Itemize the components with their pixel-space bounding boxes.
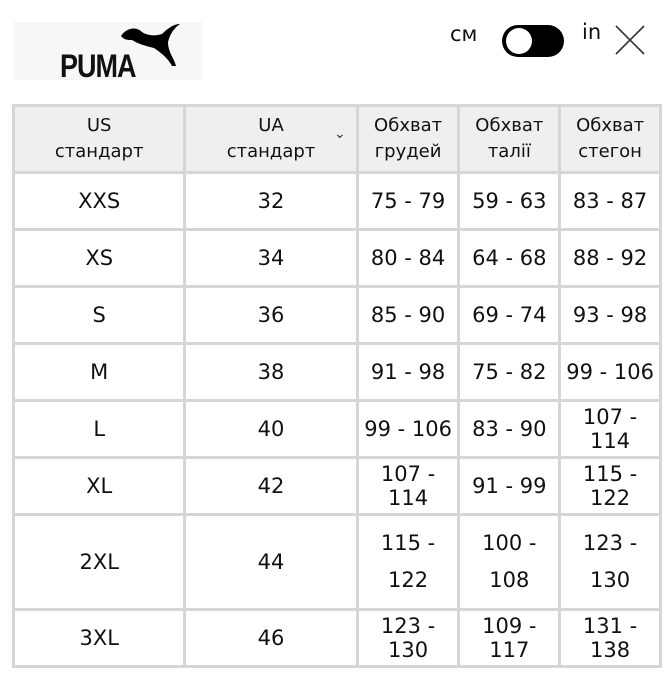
table-cell: 80 - 84 — [357, 230, 459, 287]
table-row — [14, 173, 661, 230]
table-cell: 40 — [185, 401, 357, 458]
unit-toggle[interactable] — [502, 25, 564, 57]
column-header — [357, 106, 459, 173]
table-cell: 88 - 92 — [560, 230, 661, 287]
table-cell: 59 - 63 — [459, 173, 560, 230]
table-cell: 99 - 106 — [560, 344, 661, 401]
table-cell: 69 - 74 — [459, 287, 560, 344]
header-line1: Обхват — [576, 115, 645, 136]
table-cell: 38 — [185, 344, 357, 401]
header-line1: Обхват — [475, 115, 544, 136]
table-cell: M — [14, 344, 185, 401]
close-icon[interactable] — [614, 24, 646, 56]
column-header — [560, 106, 661, 173]
table-cell: 123 - 130 — [560, 515, 661, 610]
table-cell: 34 — [185, 230, 357, 287]
puma-logo — [14, 22, 202, 84]
table-cell: 2XL — [14, 515, 185, 610]
table-row — [14, 230, 661, 287]
table-cell: 85 - 90 — [357, 287, 459, 344]
table-cell: S — [14, 287, 185, 344]
table-row — [14, 344, 661, 401]
table-row — [14, 610, 661, 667]
table-cell: 123 - 130 — [357, 610, 459, 667]
table-cell: 75 - 79 — [357, 173, 459, 230]
table-cell: 32 — [185, 173, 357, 230]
table-cell: 83 - 90 — [459, 401, 560, 458]
table-row — [14, 458, 661, 515]
table-cell: XL — [14, 458, 185, 515]
table-cell: 44 — [185, 515, 357, 610]
table-row — [14, 287, 661, 344]
table-cell: 107 - 114 — [560, 401, 661, 458]
table-cell: 36 — [185, 287, 357, 344]
table-cell: 64 - 68 — [459, 230, 560, 287]
table-cell: 131 - 138 — [560, 610, 661, 667]
table-cell: 93 - 98 — [560, 287, 661, 344]
header-line2: стандарт — [54, 141, 144, 162]
table-row — [14, 515, 661, 610]
table-cell: 107 - 114 — [357, 458, 459, 515]
header-line1: US — [86, 115, 112, 136]
table-cell: 75 - 82 — [459, 344, 560, 401]
table-cell: 115 - 122 — [560, 458, 661, 515]
table-cell: 46 — [185, 610, 357, 667]
column-header[interactable] — [185, 106, 357, 173]
header-line2: стандарт — [226, 141, 316, 162]
header-line1: Обхват — [374, 115, 443, 136]
table-cell: 100 - 108 — [459, 515, 560, 610]
table-cell: L — [14, 401, 185, 458]
table-cell: 91 - 98 — [357, 344, 459, 401]
column-header — [459, 106, 560, 173]
size-table — [12, 104, 662, 668]
column-header — [14, 106, 185, 173]
header-line2: грудей — [374, 141, 442, 162]
table-cell: XXS — [14, 173, 185, 230]
table-cell: 42 — [185, 458, 357, 515]
table-cell: 3XL — [14, 610, 185, 667]
table-row — [14, 401, 661, 458]
table-cell: XS — [14, 230, 185, 287]
chevron-down-icon[interactable]: ⌄ — [333, 126, 346, 142]
table-cell: 99 - 106 — [357, 401, 459, 458]
table-cell: 109 - 117 — [459, 610, 560, 667]
header-line2: стегон — [578, 141, 642, 162]
unit-cm-label[interactable]: см — [450, 22, 478, 46]
toggle-knob — [506, 28, 532, 54]
brand-wordmark: PUMA — [60, 48, 136, 84]
header-line1: UA — [258, 115, 284, 136]
header-line2: талії — [487, 141, 531, 162]
table-cell: 83 - 87 — [560, 173, 661, 230]
unit-in-label[interactable]: in — [582, 20, 602, 44]
table-cell: 91 - 99 — [459, 458, 560, 515]
table-cell: 115 - 122 — [357, 515, 459, 610]
